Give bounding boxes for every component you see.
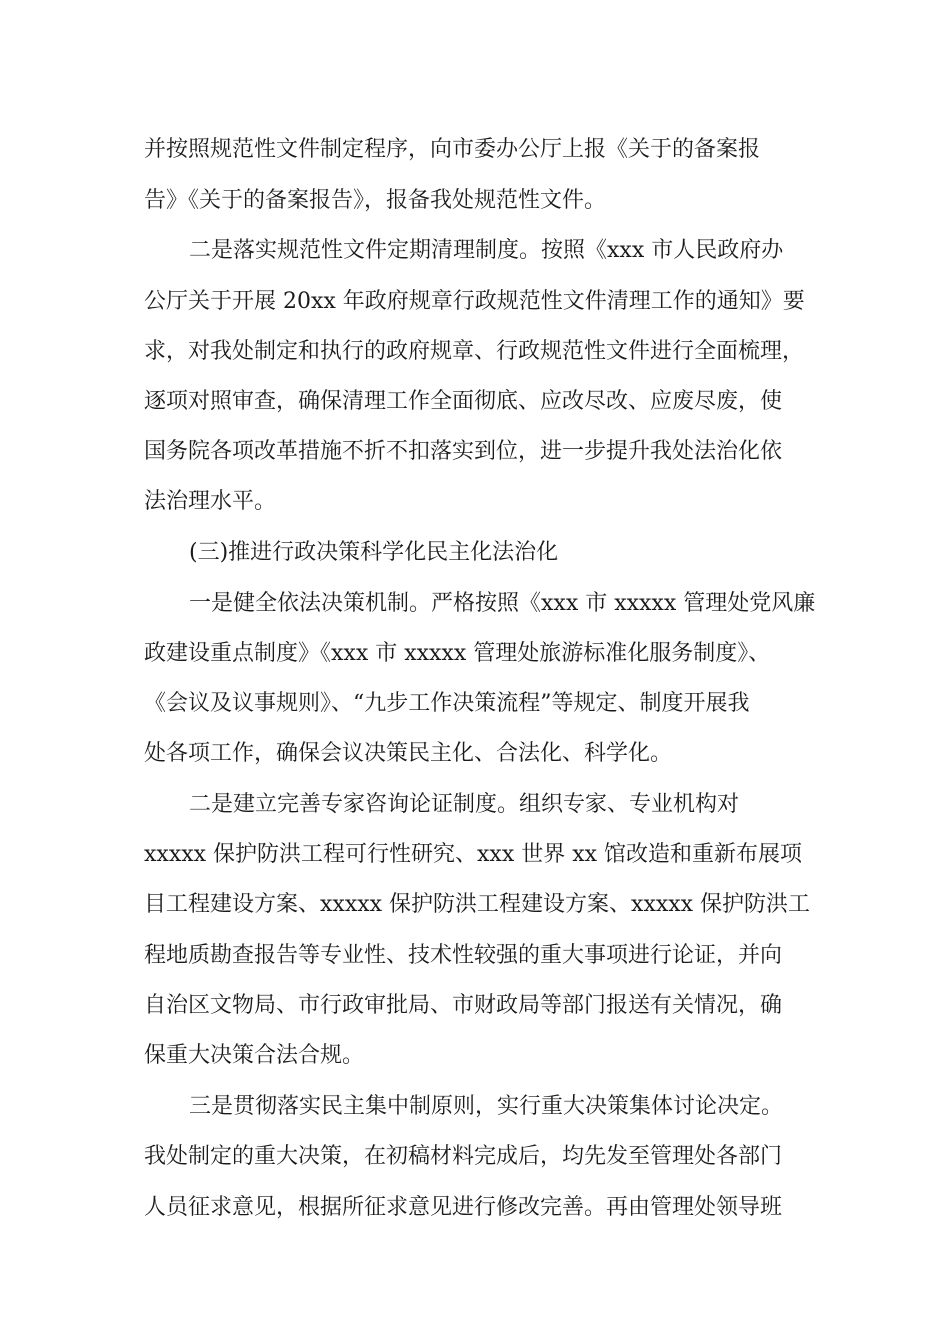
text-line: 政建设重点制度》《xxx 市 xxxxx 管理处旅游标准化服务制度》、 <box>144 641 771 666</box>
text-line: 自治区文物局、市行政审批局、市财政局等部门报送有关情况，确 <box>144 993 783 1018</box>
text-line: xxxxx 保护防洪工程可行性研究、xxx 世界 xx 馆改造和重新布展项 <box>144 842 803 867</box>
text-line: 人员征求意见，根据所征求意见进行修改完善。再由管理处领导班 <box>144 1195 783 1220</box>
text-line: 法治理水平。 <box>144 489 277 514</box>
text-line: 逐项对照审查，确保清理工作全面彻底、应改尽改、应废尽废，使 <box>144 389 783 414</box>
section-heading: (三)推进行政决策科学化民主化法治化 <box>189 540 559 565</box>
text-line: 求，对我处制定和执行的政府规章、行政规范性文件进行全面梳理， <box>144 339 805 364</box>
text-line: 我处制定的重大决策，在初稿材料完成后，均先发至管理处各部门 <box>144 1144 783 1169</box>
text-line: 程地质勘查报告等专业性、技术性较强的重大事项进行论证，并向 <box>144 943 783 968</box>
paragraph-start: 二是建立完善专家咨询论证制度。组织专家、专业机构对 <box>189 792 740 817</box>
paragraph-start: 一是健全依法决策机制。严格按照《xxx 市 xxxxx 管理处党风廉 <box>189 591 816 616</box>
text-line: 公厅关于开展 20xx 年政府规章行政规范性文件清理工作的通知》要 <box>144 289 805 314</box>
text-line: 并按照规范性文件制定程序，向市委办公厅上报《关于的备案报 <box>144 137 761 162</box>
text-line: 《会议及议事规则》、“九步工作决策流程”等规定、制度开展我 <box>144 691 750 716</box>
text-line: 告》《关于的备案报告》，报备我处规范性文件。 <box>144 188 607 213</box>
paragraph-start: 三是贯彻落实民主集中制原则，实行重大决策集体讨论决定。 <box>189 1094 784 1119</box>
text-line: 保重大决策合法合规。 <box>144 1043 365 1068</box>
paragraph-start: 二是落实规范性文件定期清理制度。按照《xxx 市人民政府办 <box>189 238 784 263</box>
text-line: 目工程建设方案、xxxxx 保护防洪工程建设方案、xxxxx 保护防洪工 <box>144 892 811 917</box>
text-line: 处各项工作，确保会议决策民主化、合法化、科学化。 <box>144 741 673 766</box>
text-line: 国务院各项改革措施不折不扣落实到位，进一步提升我处法治化依 <box>144 439 783 464</box>
